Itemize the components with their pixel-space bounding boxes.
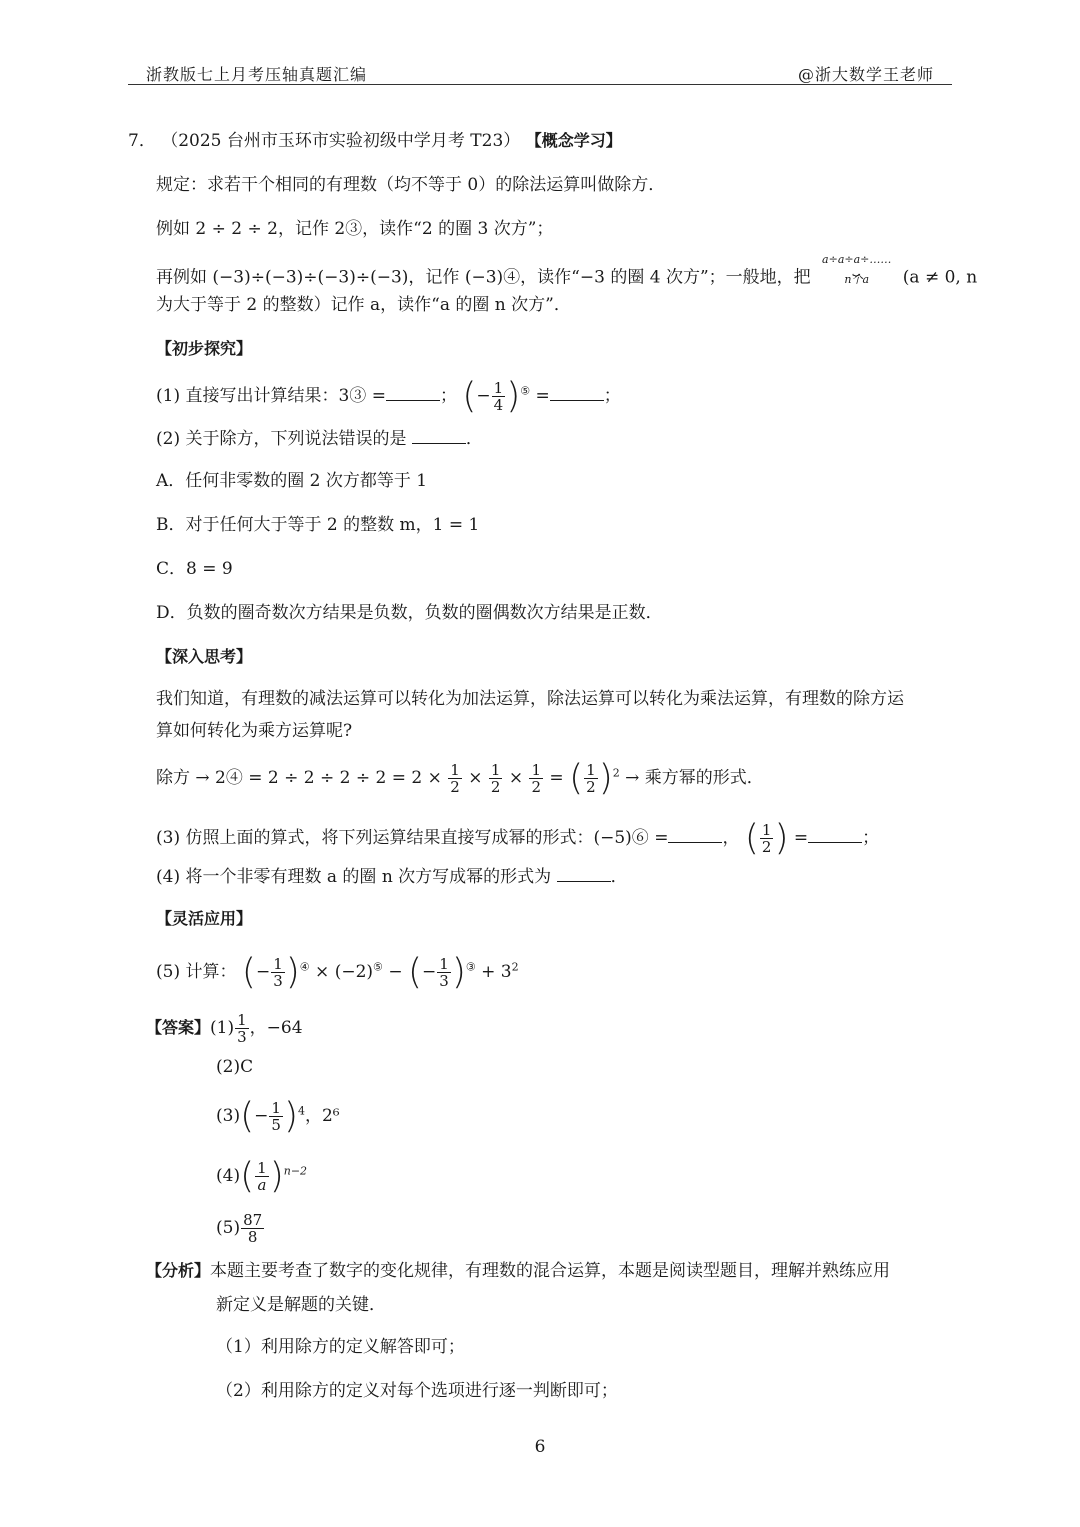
answer-blank — [412, 429, 466, 444]
answer-blank — [668, 828, 722, 843]
section-apply-title: 【灵活应用】 — [156, 909, 253, 928]
question-5: (5) 计算： (− $\frac{1}{3}$ )④ × (−2)⑤ − (− $\frac{1}{3}$ )$^③ + 3^2$ — [156, 951, 519, 993]
option-a: A．任何非零数的圈 2 次方都等于 1 — [156, 471, 428, 491]
question-number: 7． — [128, 131, 156, 151]
question-heading — [128, 130, 622, 152]
question-4: (4) 将一个非零有理数 a 的圈 n 次方写成幂的形式为 ． — [156, 867, 628, 887]
underbrace-icon: ⏟ — [852, 262, 861, 277]
analysis-line-1: 【分析】本题主要考查了数字的变化规律，有理数的混合运算，本题是阅读型题目，理解并熟练应用 — [146, 1261, 891, 1281]
rule-text: 规定：求若干个相同的有理数（均不等于 0）的除法运算叫做除方． — [156, 175, 666, 195]
underbrace-top: a÷a÷a÷…… — [822, 253, 892, 266]
answer-2: (2)C — [216, 1057, 254, 1077]
answer-3: (3)(− $\frac{1}{5}$ )$^4$，2⁶ — [216, 1095, 340, 1137]
answer-blank — [550, 386, 604, 401]
section-think-title: 【深入思考】 — [156, 647, 253, 666]
option-b: B．对于任何大于等于 2 的整数 m，1 = 1 — [156, 515, 480, 535]
answer-5: (5) $\frac{87}{8}$ — [216, 1211, 263, 1246]
example-1: 例如 2 ÷ 2 ÷ 2，记作 2③，读作“2 的圈 3 次方”； — [156, 219, 554, 239]
answer-blank — [557, 867, 611, 882]
question-source: （2025 台州市玉环市实验初级中学月考 T23） — [161, 131, 521, 151]
answer-1: 【答案】(1) $\frac{1}{3}$ ，−64 — [146, 1011, 303, 1046]
header-title: 浙教版七上月考压轴真题汇编 — [146, 65, 368, 84]
option-c: C．8 = 9 — [156, 559, 233, 579]
header-divider — [128, 84, 952, 85]
page-number: 6 — [534, 1437, 546, 1457]
analysis-step-2: （2）利用除方的定义对每个选项进行逐一判断即可； — [216, 1381, 618, 1401]
analysis-label: 【分析】 — [146, 1261, 211, 1280]
think-paragraph-2: 算如何转化为乘方运算呢? — [156, 721, 353, 741]
example-2-condition: (a ≠ 0, n — [902, 267, 978, 288]
option-d: D．负数的圈奇数次方结果是负数，负数的圈偶数次方结果是正数． — [156, 603, 663, 623]
example-2-line — [156, 253, 978, 294]
answer-blank — [386, 386, 440, 401]
fraction: $\frac{1}{4}$ — [493, 379, 504, 414]
analysis-line-2: 新定义是解题的关键． — [216, 1295, 386, 1315]
answer-blank — [808, 828, 862, 843]
demo-formula: 除方 → 2④ = 2 ÷ 2 ÷ 2 ÷ 2 = 2 × $\frac{1}{2}$ × $\frac{1}{2}$ × $\frac{1}{2}$ = ( $\frac{1}{2}$ )$^2$ → 乘方幂的形式． — [156, 757, 764, 799]
underbrace-expression — [822, 254, 891, 286]
question-2: (2) 关于除方，下列说法错误的是 ． — [156, 429, 483, 449]
answer-4: (4)( $\frac{1}{a}$ )$^{n-2}$ — [216, 1155, 308, 1197]
think-paragraph-1: 我们知道，有理数的减法运算可以转化为加法运算，除法运算可以转化为乘法运算，有理数的除方运 — [156, 689, 904, 709]
header-author: @浙大数学王老师 — [797, 65, 934, 84]
section-explore-title: 【初步探究】 — [156, 339, 253, 358]
answer-label: 【答案】 — [146, 1018, 211, 1037]
question-tag: 【概念学习】 — [525, 131, 622, 150]
example-2-text: 再例如 (−3)÷(−3)÷(−3)÷(−3)，记作 (−3)④，读作“−3 的圈 4 次方”；一般地，把 — [156, 267, 811, 288]
analysis-step-1: （1）利用除方的定义解答即可； — [216, 1337, 465, 1357]
underbrace-bottom: n个a — [844, 273, 870, 286]
question-3: (3) 仿照上面的算式，将下列运算结果直接写成幂的形式：(−5)⑥ = ， ( $\frac{1}{2}$ ) = ； — [156, 817, 880, 859]
example-2-continued: 为大于等于 2 的整数）记作 a，读作“a 的圈 n 次方”． — [156, 295, 571, 315]
q1-prefix: (1) 直接写出计算结果：3③ = — [156, 386, 386, 406]
question-1: (1) 直接写出计算结果：3③ = ； (− $\frac{1}{4}$ )⑤ = ； — [156, 375, 621, 417]
